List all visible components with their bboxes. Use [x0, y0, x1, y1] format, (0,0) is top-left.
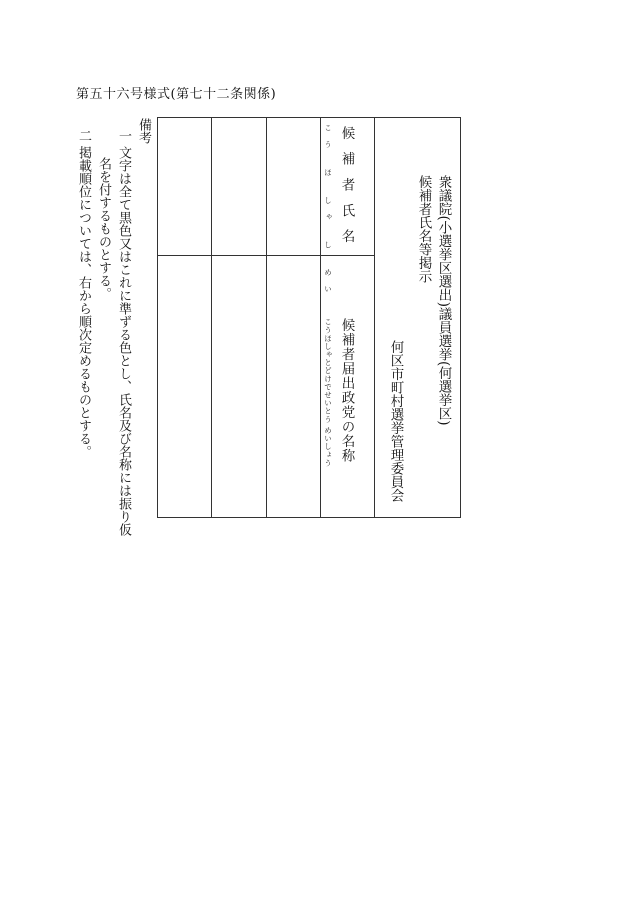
column-divider	[266, 118, 267, 517]
column-divider	[211, 118, 212, 517]
committee-name: 何区市町村選挙管理委員会	[387, 340, 404, 502]
column-divider	[320, 118, 321, 517]
party-name-reading: こうほしゃとどけでせいとう めいしょう	[323, 318, 333, 467]
party-name-label: 候補者届出政党の名称	[338, 318, 355, 463]
note-item-2: 二 掲載順位については、右から順次定めるものとする。	[76, 129, 91, 459]
row-divider	[158, 255, 374, 256]
note-item-1-line-2: 名を付するものとする。	[96, 157, 111, 300]
column-divider	[374, 118, 375, 517]
note-item-1-line-1: 一 文字は全て黒色又はこれに準ずる色とし、氏名及び名称には振り仮	[116, 129, 131, 537]
candidate-name-label: 候 補 者 氏 名	[338, 126, 355, 247]
form-title: 第五十六号様式(第七十二条関係)	[76, 87, 277, 102]
notes-heading: 備考	[136, 118, 151, 144]
election-name: 衆議院(小選挙区選出)議員選挙(何選挙区)	[435, 175, 452, 426]
candidate-name-reading: こう ほ しゃ し めい	[323, 124, 333, 302]
poster-title: 候補者氏名等掲示	[415, 175, 432, 283]
